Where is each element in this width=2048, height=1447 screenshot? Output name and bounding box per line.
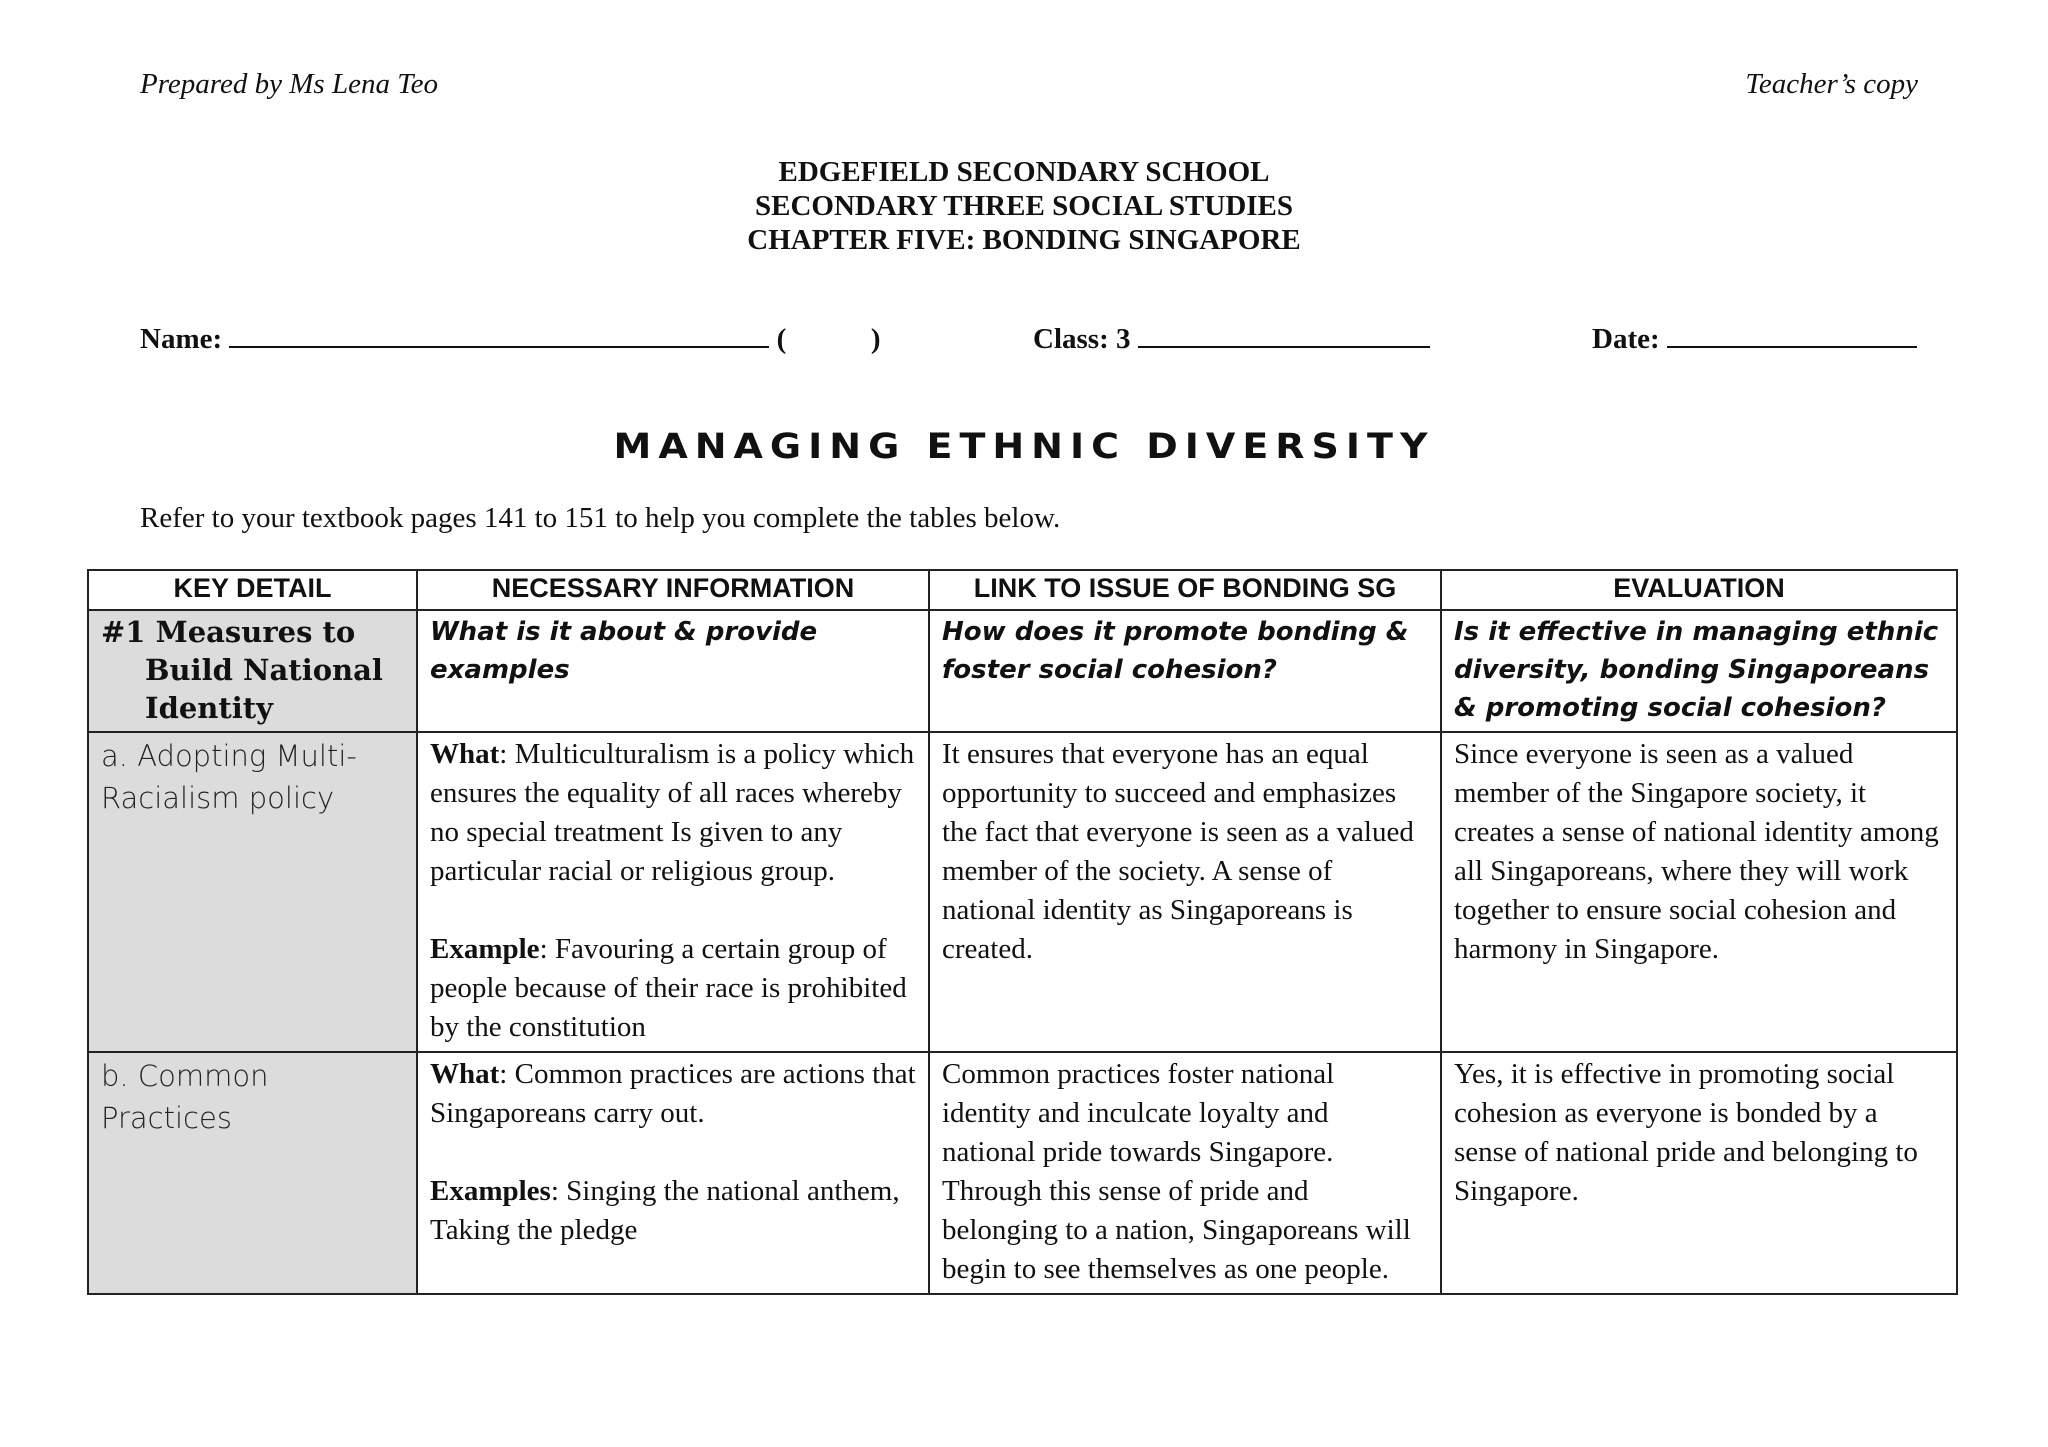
prompt-link: How does it promote bonding & foster social cohesion? xyxy=(942,617,1409,685)
date-blank[interactable] xyxy=(1667,322,1917,348)
necessary-info-cell xyxy=(417,1052,929,1294)
link-cell xyxy=(929,732,1441,1052)
key-detail-label: b. Common Practices xyxy=(101,1059,269,1135)
evaluation-text: Since everyone is seen as a valued member of the Singapore society, it creates a sense of national identity among all Singaporeans, where they will work together to ensure social cohesion and harmony in Singapore. xyxy=(1454,738,1939,965)
evaluation-text: Yes, it is effective in promoting social cohesion as everyone is bonded by a sense of national pride and belonging to Singapore. xyxy=(1454,1058,1918,1207)
name-label: Name: xyxy=(140,323,223,355)
what-label: What xyxy=(430,738,500,770)
what-text xyxy=(430,735,916,891)
subject-name: SECONDARY THREE SOCIAL STUDIES xyxy=(754,190,1294,222)
section-heading-cell xyxy=(88,610,417,732)
key-detail-cell xyxy=(88,732,417,1052)
class-blank[interactable] xyxy=(1138,322,1430,348)
section-heading-row xyxy=(88,610,1957,732)
section-title: Measures to Build National Identity xyxy=(145,615,383,725)
link-text: Common practices foster national identity and inculcate loyalty and national pride towards Singapore. Through this sense of pride and belonging to a nation, Singaporeans will begin to see themselves as one people. xyxy=(942,1058,1411,1285)
name-blank[interactable] xyxy=(229,322,769,348)
what-label: What xyxy=(430,1058,500,1090)
what-text xyxy=(430,1055,916,1133)
what-description: : Common practices are actions that Singaporeans carry out. xyxy=(430,1058,916,1129)
section-number: #1 xyxy=(101,615,146,649)
evaluation-cell xyxy=(1441,1052,1957,1294)
what-description: : Multiculturalism is a policy which ensures the equality of all races whereby no special treatment Is given to any particular racial or religious group. xyxy=(430,738,915,887)
prompt-info-cell xyxy=(417,610,929,732)
date-field[interactable] xyxy=(1592,322,1917,356)
example-text xyxy=(430,1172,916,1250)
notes-table xyxy=(87,569,1958,1295)
section-heading xyxy=(101,613,404,727)
name-field[interactable] xyxy=(140,322,880,356)
prompt-link-cell xyxy=(929,610,1441,732)
date-label: Date: xyxy=(1592,323,1660,355)
column-header-evaluation: EVALUATION xyxy=(1441,570,1957,610)
evaluation-cell xyxy=(1441,732,1957,1052)
example-label: Example xyxy=(430,933,540,965)
index-close: ) xyxy=(870,323,881,355)
prompt-eval: Is it effective in managing ethnic diversity, bonding Singaporeans & promoting social cohesion? xyxy=(1454,617,1939,723)
link-text: It ensures that everyone has an equal opportunity to succeed and emphasizes the fact that everyone is seen as a valued member of the society. A sense of national identity as Singaporeans is created. xyxy=(942,738,1414,965)
necessary-info-cell xyxy=(417,732,929,1052)
chapter-name: CHAPTER FIVE: BONDING SINGAPORE xyxy=(747,224,1301,256)
example-label: Examples xyxy=(430,1175,551,1207)
table-row xyxy=(88,1052,1957,1294)
copy-type: Teacher’s copy xyxy=(1745,68,1918,100)
instruction-text: Refer to your textbook pages 141 to 151 to help you complete the tables below. xyxy=(140,502,1061,534)
key-detail-cell xyxy=(88,1052,417,1294)
example-text xyxy=(430,930,916,1047)
prepared-by: Prepared by Ms Lena Teo xyxy=(140,68,439,100)
class-label: Class: 3 xyxy=(1033,323,1131,355)
school-name: EDGEFIELD SECONDARY SCHOOL xyxy=(778,156,1270,188)
key-detail-label: a. Adopting Multi-Racialism policy xyxy=(101,739,357,815)
table-row xyxy=(88,732,1957,1052)
worksheet-title: MANAGING ETHNIC DIVERSITY xyxy=(613,425,1435,467)
link-cell xyxy=(929,1052,1441,1294)
column-header-key-detail: KEY DETAIL xyxy=(88,570,417,610)
example-description: : Singing the national anthem, Taking the pledge xyxy=(430,1175,900,1246)
index-open: ( xyxy=(776,323,787,355)
school-heading xyxy=(0,155,2048,257)
prompt-info: What is it about & provide examples xyxy=(430,617,818,685)
table-header-row xyxy=(88,570,1957,610)
class-field[interactable] xyxy=(1033,322,1430,356)
column-header-necessary-info: NECESSARY INFORMATION xyxy=(417,570,929,610)
column-header-link: LINK TO ISSUE OF BONDING SG xyxy=(929,570,1441,610)
prompt-eval-cell xyxy=(1441,610,1957,732)
example-description: : Favouring a certain group of people because of their race is prohibited by the constitution xyxy=(430,933,907,1043)
